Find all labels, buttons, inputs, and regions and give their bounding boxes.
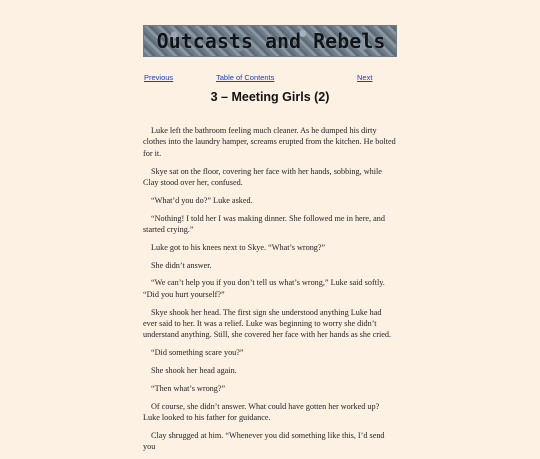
table-of-contents-link[interactable]: Table of Contents: [216, 73, 275, 82]
story-paragraph: Skye shook her head. The first sign she understood anything Luke had ever said to her. It was a relief. Luke was beginning to worry she didn’t understand anything. Still, she covered her face with her hands as she cried.: [143, 307, 392, 340]
story-paragraph: “Then what’s wrong?”: [151, 383, 226, 393]
story-text: [143, 125, 397, 459]
story-paragraph: Of course, she didn’t answer. What could have gotten her worked up? Luke looked to his father for guidance.: [143, 401, 380, 423]
story-paragraph: She shook her head again.: [151, 366, 237, 376]
story-paragraph: “Did something scare you?”: [151, 348, 244, 358]
chapter-title: 3 – Meeting Girls (2): [210, 90, 330, 104]
next-link[interactable]: Next: [357, 73, 373, 82]
story-paragraph: Luke left the bathroom feeling much cleaner. As he dumped his dirty clothes into the laundry hamper, screams erupted from the kitchen. He bolted for it.: [143, 126, 396, 158]
story-paragraph: Skye sat on the floor, covering her face with her hands, sobbing, while Clay stood over her, confused.: [143, 166, 382, 188]
story-paragraph: She didn’t answer.: [151, 260, 212, 270]
site-title: Outcasts and Rebels: [156, 29, 386, 53]
story-paragraph: “What’d you do?” Luke asked.: [151, 195, 253, 205]
story-paragraph: “Nothing! I told her I was making dinner. She followed me in here, and started crying.”: [143, 213, 385, 235]
site-banner[interactable]: [143, 25, 397, 57]
story-paragraph: Clay shrugged at him. “Whenever you did something like this, I’d send you: [143, 430, 385, 452]
previous-link[interactable]: Previous: [144, 73, 174, 82]
story-paragraph: Luke got to his knees next to Skye. “What’s wrong?”: [151, 242, 326, 252]
story-paragraph: “We can’t help you if you don’t tell us what’s wrong,” Luke said softly. “Did you hurt yourself?”: [143, 278, 385, 299]
